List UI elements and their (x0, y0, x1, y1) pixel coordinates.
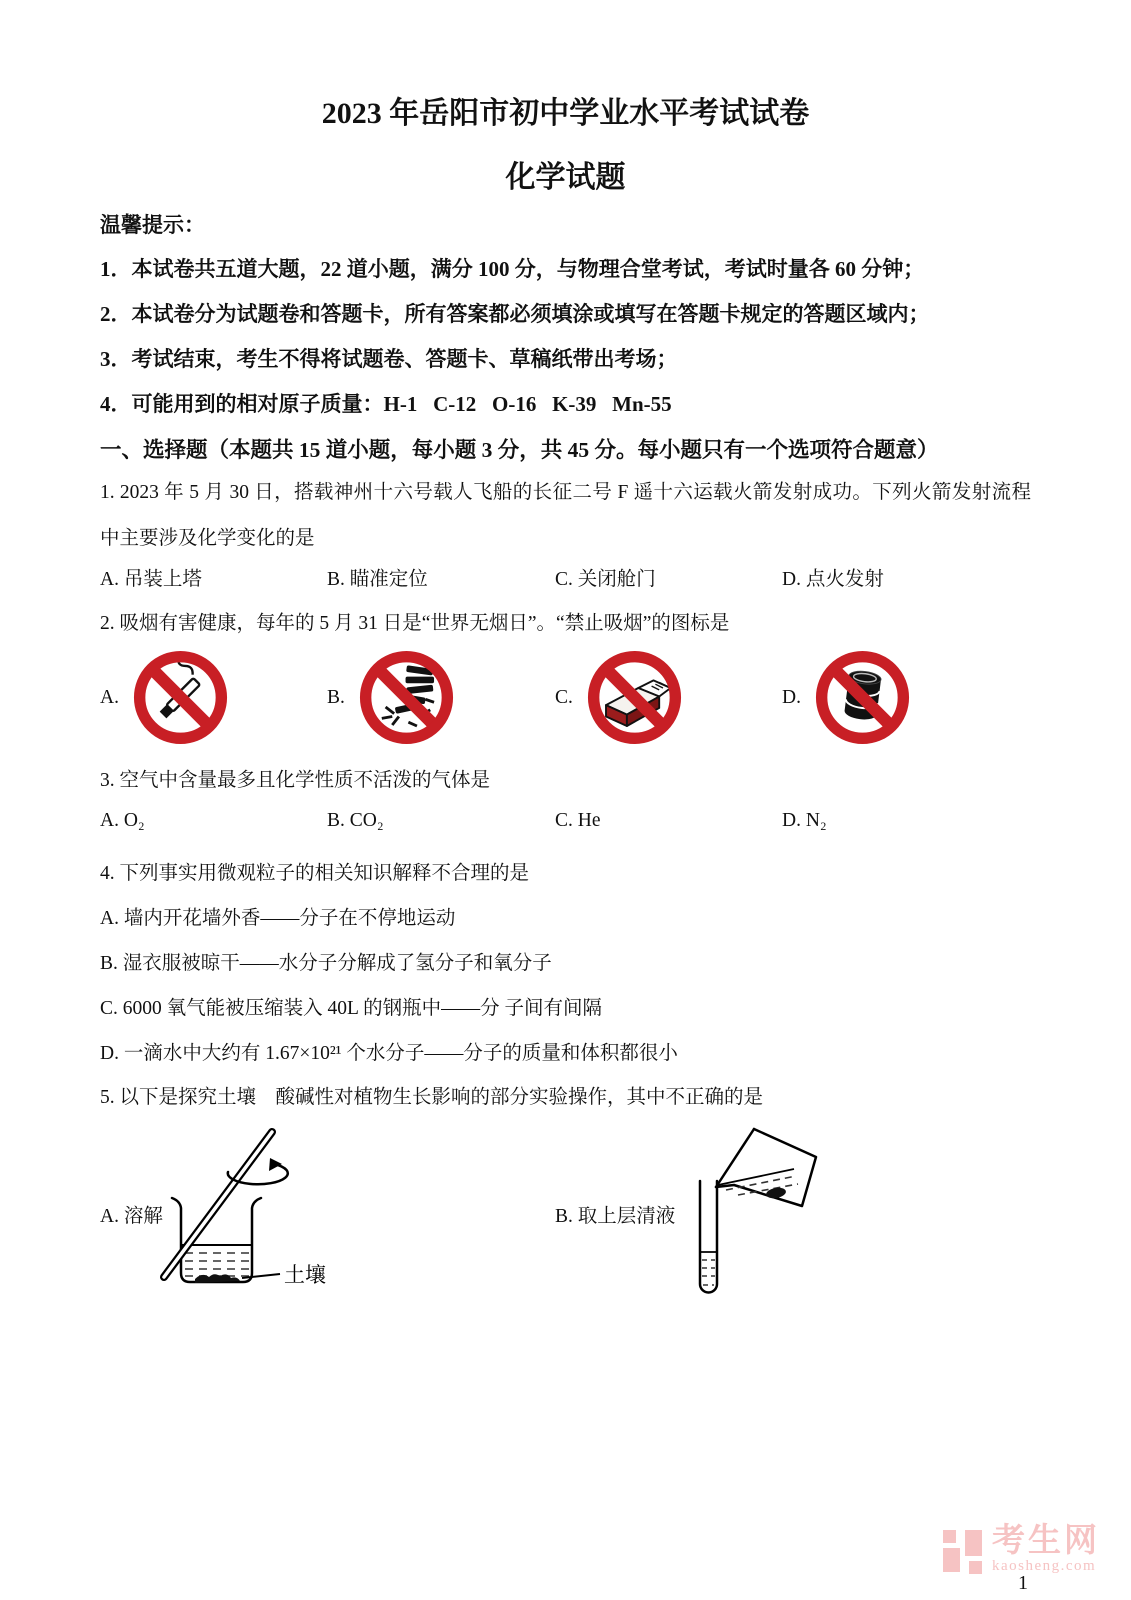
no-oil-drum-icon (815, 650, 910, 745)
notice-item: 3．考试结束，考生不得将试题卷、答题卡、草稿纸带出考场； (100, 347, 678, 371)
q2-option-a (100, 650, 327, 745)
watermark-site-name: 考生网 (992, 1523, 1100, 1559)
page-number: 1 (1018, 1572, 1028, 1594)
question-1-options (100, 563, 1031, 591)
q1-option-a: A. 吊装上塔 (100, 569, 202, 590)
q4-option-a: A. 墙内开花墙外香——分子在不停地运动 (100, 908, 456, 929)
q5-figure-b-label: B. 取上层清液 (555, 1206, 676, 1227)
no-matches-icon (587, 650, 682, 745)
question-4-stem: 4. 下列事实用微观粒子的相关知识解释不合理的是 (100, 863, 530, 884)
notice-item: 2．本试卷分为试题卷和答题卡，所有答案都必须填涂或填写在答题卡规定的答题区域内； (100, 302, 930, 326)
question-5-stem: 5. 以下是探究土壤 酸碱性对植物生长影响的部分实验操作，其中不正确的是 (100, 1087, 764, 1108)
no-fireworks-icon (359, 650, 454, 745)
question-1-stem: 1. 2023 年 5 月 30 日，搭载神州十六号载人飞船的长征二号 F 遥十六运载火箭发射成功。下列火箭发射流程中主要涉及化学变化的是 (100, 482, 1031, 549)
decant-liquid-figure (678, 1095, 878, 1315)
q3-option-b: B. CO₂ (327, 810, 384, 831)
q3-option-a: A. O₂ (100, 810, 145, 831)
q5-figure-a-label: A. 溶解 (100, 1206, 163, 1227)
q4-option-c: C. 6000 氧气能被压缩装入 40L 的钢瓶中——分 子间有间隔 (100, 998, 602, 1019)
q3-option-c: C. He (555, 810, 601, 831)
question-2-stem: 2. 吸烟有害健康，每年的 5 月 31 日是“世界无烟日”。“禁止吸烟”的图标是 (100, 613, 730, 634)
page-title: 2023 年岳阳市初中学业水平考试试卷 (321, 97, 810, 130)
q4-option-b: B. 湿衣服被晾干——水分子分解成了氢分子和氧分子 (100, 953, 552, 974)
q1-option-d: D. 点火发射 (782, 569, 884, 590)
question-3-stem: 3. 空气中含量最多且化学性质不活泼的气体是 (100, 770, 491, 791)
section-1-heading: 一、选择题（本题共 15 道小题，每小题 3 分，共 45 分。每小题只有一个选项符合题意） (100, 438, 939, 462)
kaosheng-logo-icon (943, 1524, 982, 1574)
q2-option-c-letter: C. (555, 686, 573, 708)
question-2-options (100, 650, 1031, 745)
soil-annotation: 土壤 (284, 1263, 326, 1287)
kaosheng-watermark (943, 1524, 1100, 1575)
watermark-site-url: kaosheng.com (992, 1558, 1097, 1574)
q2-option-a-letter: A. (100, 686, 119, 708)
no-smoking-icon (133, 650, 228, 745)
q1-option-b: B. 瞄准定位 (327, 569, 428, 590)
notice-item: 1．本试卷共五道大题，22 道小题，满分 100 分，与物理合堂考试，考试时量各 60 分钟； (100, 257, 925, 281)
q3-option-d: D. N₂ (782, 810, 827, 831)
q2-option-c (555, 650, 782, 745)
dissolve-beaker-figure (150, 1122, 380, 1307)
notice-heading: 温馨提示： (100, 213, 205, 237)
notice-item: 4．可能用到的相对原子质量：H-1 C-12 O-16 K-39 Mn-55 (100, 392, 672, 416)
q1-option-c: C. 关闭舱门 (555, 569, 656, 590)
q2-option-b (327, 650, 555, 745)
q2-option-d-letter: D. (782, 686, 801, 708)
q4-option-d: D. 一滴水中大约有 1.67×10²¹ 个水分子——分子的质量和体积都很小 (100, 1043, 678, 1064)
page-subtitle: 化学试题 (505, 161, 626, 194)
question-3-options (100, 810, 1031, 832)
q2-option-d (782, 650, 1031, 745)
q2-option-b-letter: B. (327, 686, 345, 708)
